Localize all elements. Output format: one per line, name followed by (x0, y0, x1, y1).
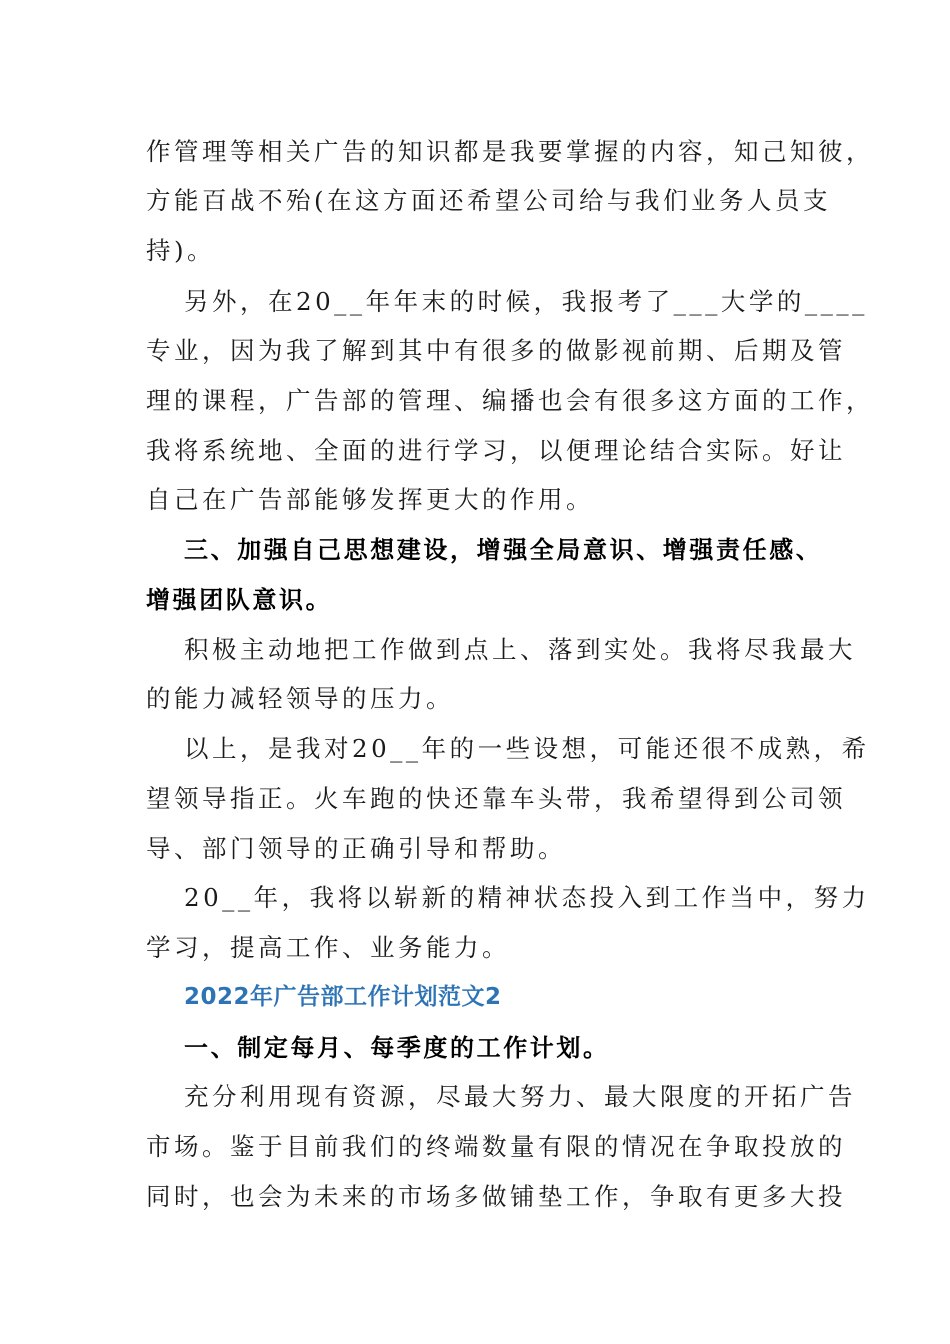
body-text-line: 我将系统地、全面的进行学习，以便理论结合实际。好让 (146, 436, 846, 465)
body-text-line: 望领导指正。火车跑的快还靠车头带，我希望得到公司领 (146, 784, 846, 813)
paragraph-first-line: 20__年，我将以崭新的精神状态投入到工作当中，努力 (184, 883, 870, 912)
paragraph-first-line: 另外，在20__年年末的时候，我报考了___大学的____ (184, 287, 868, 316)
body-text-line: 作管理等相关广告的知识都是我要掌握的内容，知己知彼， (146, 137, 874, 166)
paragraph-first-line: 积极主动地把工作做到点上、落到实处。我将尽我最大 (184, 635, 856, 664)
body-text-line: 导、部门领导的正确引导和帮助。 (146, 834, 566, 863)
paragraph-first-line: 充分利用现有资源，尽最大努力、最大限度的开拓广告 (184, 1082, 856, 1111)
body-text-line: 学习，提高工作、业务能力。 (146, 933, 510, 962)
body-text-line: 理的课程，广告部的管理、编播也会有很多这方面的工作， (146, 386, 874, 415)
body-text-line: 方能百战不殆(在这方面还希望公司给与我们业务人员支 (146, 186, 832, 215)
body-text-line: 自己在广告部能够发挥更大的作用。 (146, 485, 594, 514)
section-heading-continued: 增强团队意识。 (146, 586, 333, 614)
body-text-line: 的能力减轻领导的压力。 (146, 684, 454, 713)
body-text-line: 专业，因为我了解到其中有很多的做影视前期、后期及管 (146, 336, 846, 365)
body-text-line: 同时，也会为未来的市场多做铺垫工作，争取有更多大投 (146, 1182, 846, 1211)
body-text-line: 市场。鉴于目前我们的终端数量有限的情况在争取投放的 (146, 1132, 846, 1161)
article-subtitle: 2022年广告部工作计划范文2 (184, 984, 502, 1010)
section-heading: 三、加强自己思想建设，增强全局意识、增强责任感、 (184, 536, 823, 564)
paragraph-first-line: 以上，是我对20__年的一些设想，可能还很不成熟，希 (184, 734, 870, 763)
body-text-line: 持)。 (146, 236, 216, 265)
section-heading: 一、制定每月、每季度的工作计划。 (184, 1034, 610, 1062)
